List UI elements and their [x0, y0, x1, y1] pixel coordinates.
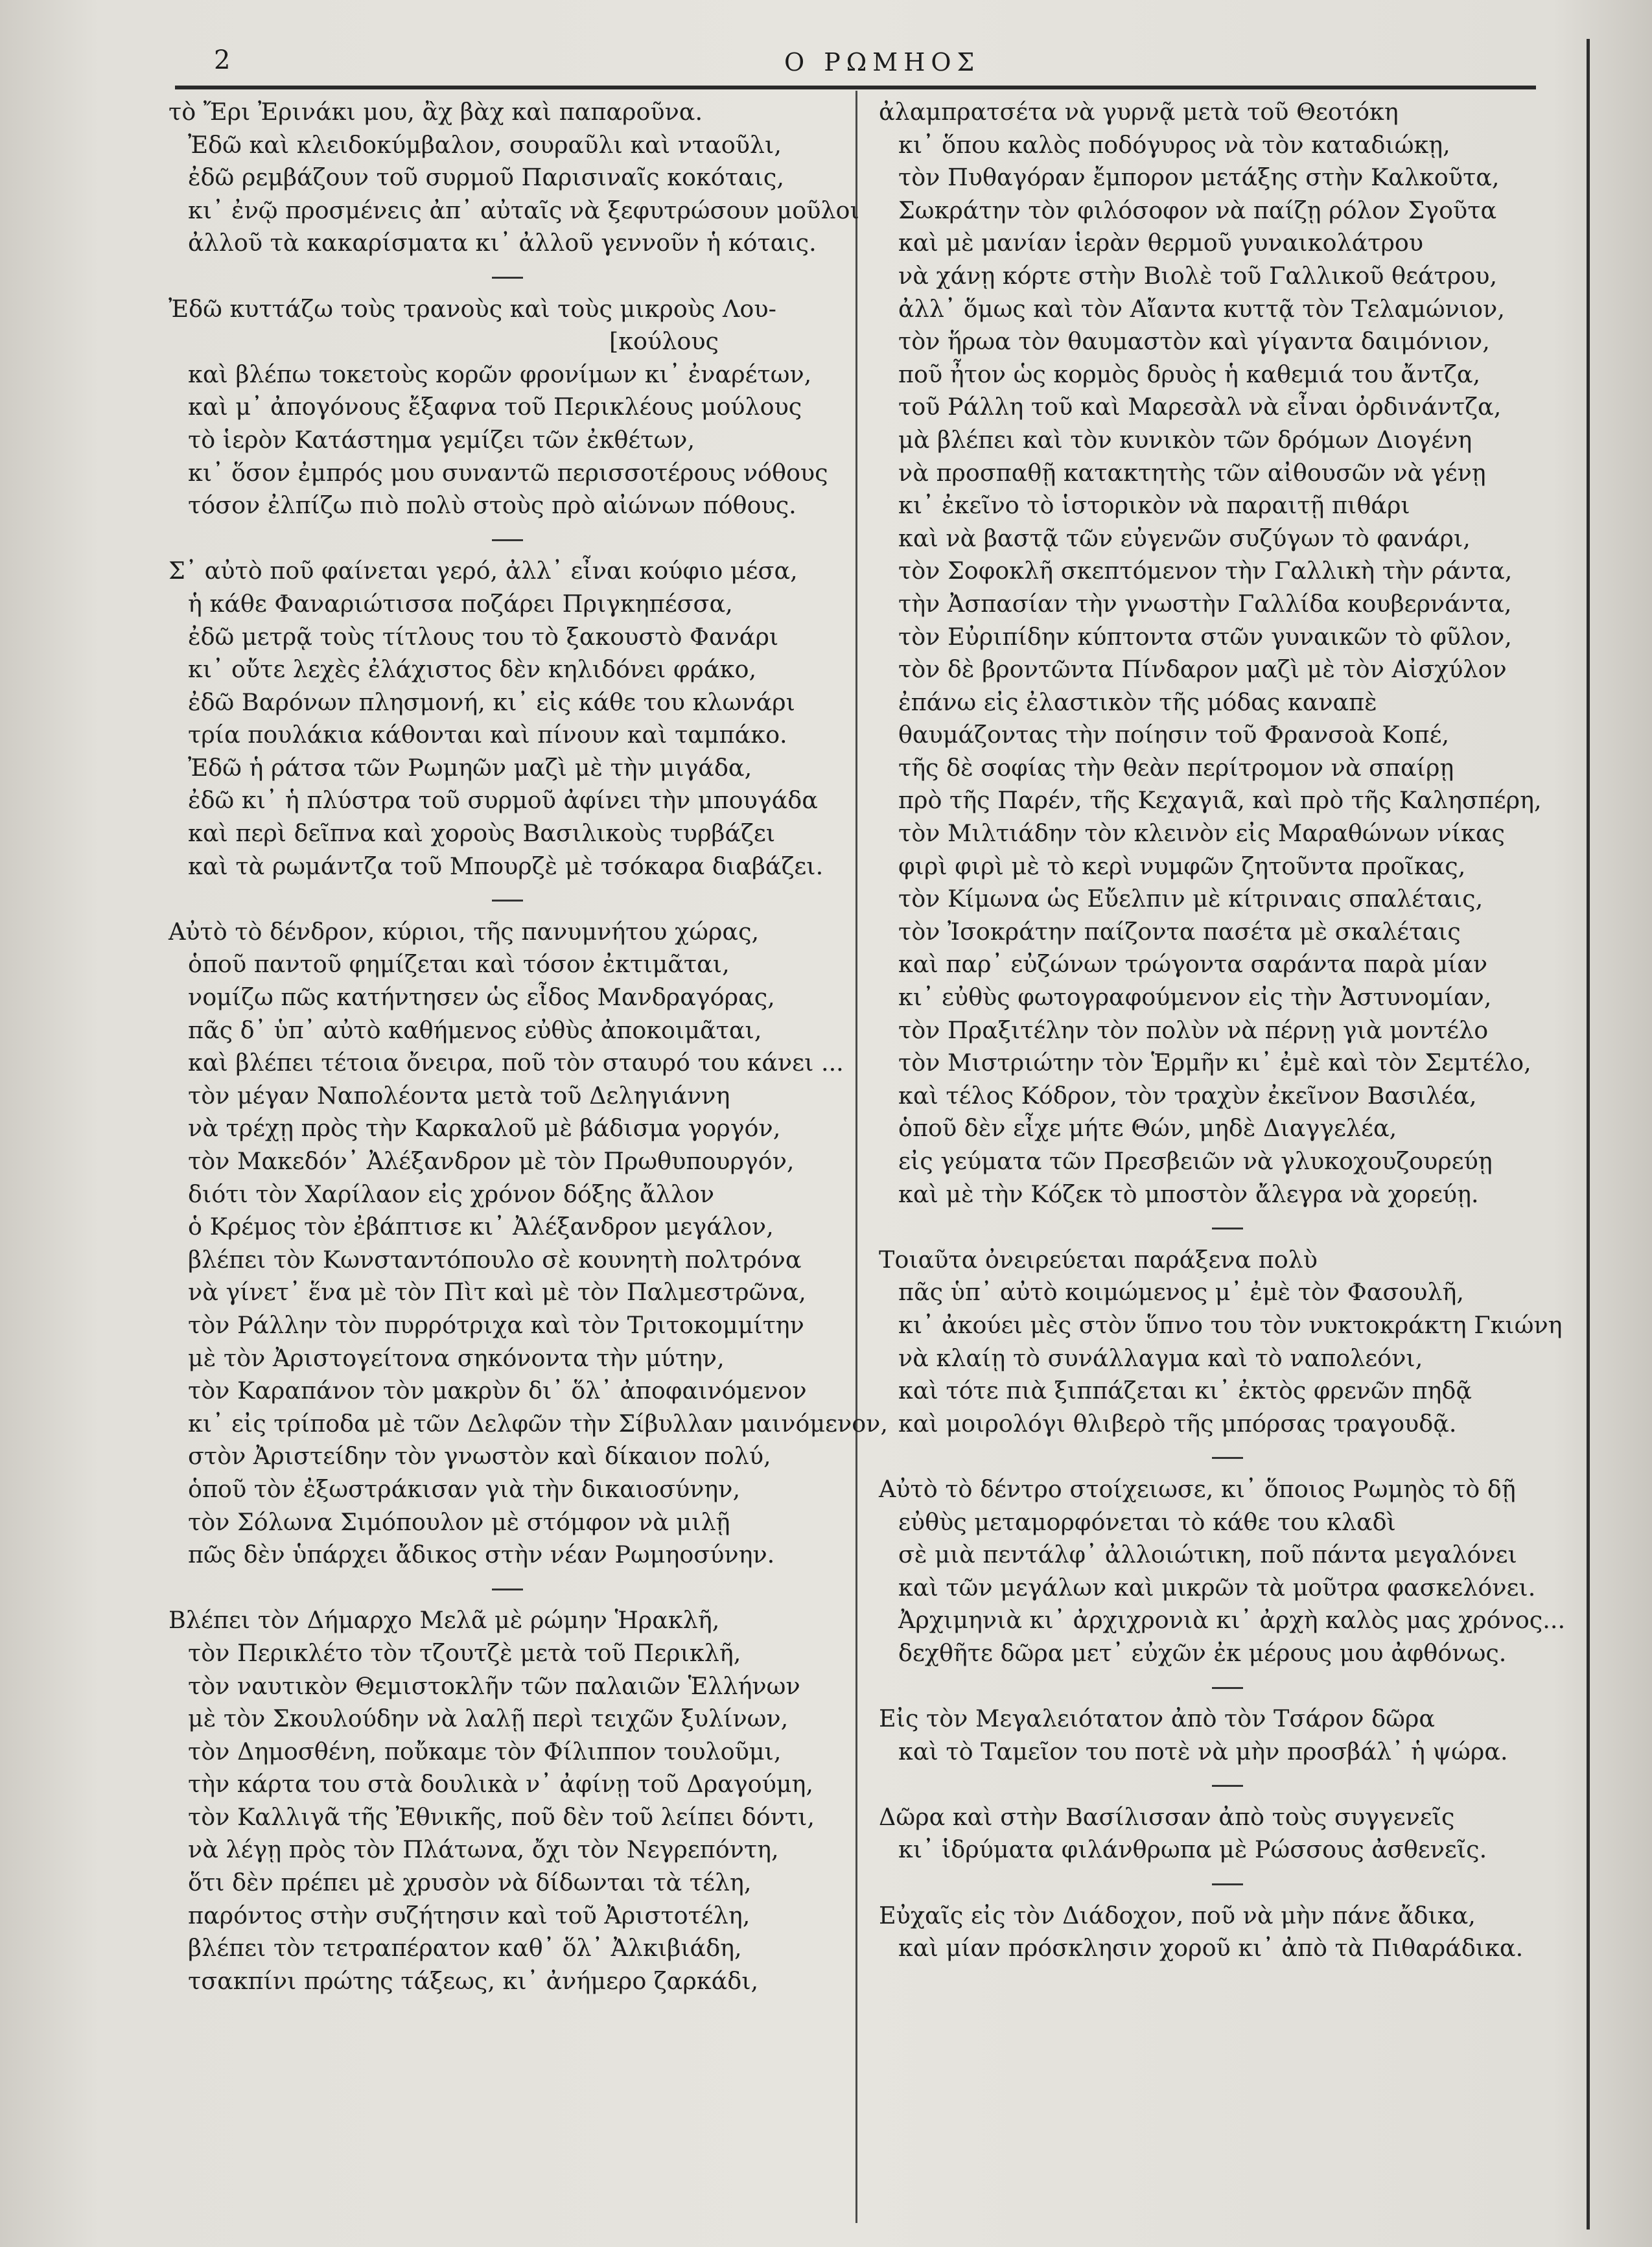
right-column — [879, 96, 1576, 1965]
verse-line: κι᾿ ὅσον ἐμπρός μου συναντῶ περισσοτέρους νόθους — [188, 458, 828, 487]
verse-line: Αὐτὸ τὸ δέντρο στοίχειωσε, κι᾿ ὅποιος Ρωμηὸς τὸ δῇ — [879, 1474, 1516, 1503]
verse-line: μὲ τὸν Ἀριστογείτονα σηκόνοντα τὴν μύτην, — [188, 1344, 725, 1372]
verse-line: τοῦ Ράλλη τοῦ καὶ Μαρεσὰλ νὰ εἶναι ὀρδινάντζα, — [898, 393, 1502, 421]
verse-line: πᾶς δ᾿ ὑπ᾿ αὐτὸ καθήμενος εὐθὺς ἀποκοιμᾶται, — [188, 1016, 762, 1044]
verse-line: νὰ λέγῃ πρὸς τὸν Πλάτωνα, ὄχι τὸν Νεγρεπόντη, — [188, 1835, 779, 1864]
verse-line: ὅτι δὲν πρέπει μὲ χρυσὸν νὰ δίδωνται τὰ τέλη, — [188, 1869, 752, 1897]
verse-line: δεχθῆτε δῶρα μετ᾿ εὐχῶν ἐκ μέρους μου ἀφθόνως. — [898, 1638, 1507, 1667]
verse-line: κι᾿ ἐκεῖνο τὸ ἱστορικὸν νὰ παραιτῇ πιθάρι — [898, 491, 1410, 520]
verse-line: βλέπει τὸν τετραπέρατον καθ᾿ ὅλ᾿ Ἀλκιβιάδη, — [188, 1934, 742, 1962]
verse-line: κι᾿ ἱδρύματα φιλάνθρωπα μὲ Ρώσσους ἀσθενεῖς. — [898, 1835, 1487, 1864]
verse-line: Ἐδῶ ἡ ράτσα τῶν Ρωμηῶν μαζὶ μὲ τὴν μιγάδα, — [188, 753, 752, 782]
verse-line: ἐπάνω εἰς ἐλαστικὸν τῆς μόδας καναπὲ — [898, 688, 1377, 716]
verse-line: τὸν Μακεδόν᾿ Ἀλέξανδρον μὲ τὸν Πρωθυπουργόν, — [188, 1147, 795, 1175]
verse-line: τὸν Κίμωνα ὡς Εὔελπιν μὲ κίτριναις σπαλέταις, — [898, 885, 1483, 913]
verse-line: τὸν Δημοσθένη, ποὔκαμε τὸν Φίλιππον τουλοῦμι, — [188, 1737, 782, 1765]
verse-line: εἰς γεύματα τῶν Πρεσβειῶν νὰ γλυκοχουζουρεύῃ — [898, 1147, 1493, 1175]
verse-line: τὸν Μιλτιάδην τὸν κλεινὸν εἰς Μαραθώνων νίκας — [898, 819, 1505, 848]
verse-line: τὸν Σόλωνα Σιμόπουλον μὲ στόμφον νὰ μιλῇ — [188, 1508, 730, 1536]
verse-line: τὴν κάρτα του στὰ δουλικὰ ν᾿ ἀφίνῃ τοῦ Δραγούμη, — [188, 1770, 813, 1799]
verse-line: νὰ χάνῃ κόρτε στὴν Βιολὲ τοῦ Γαλλικοῦ θεάτρου, — [898, 261, 1498, 290]
verse-line: εὐθὺς μεταμορφόνεται τὸ κάθε του κλαδὶ — [898, 1508, 1396, 1536]
verse-line: μὰ βλέπει καὶ τὸν κυνικὸν τῶν δρόμων Διογένη — [898, 425, 1472, 454]
verse-line: πρὸ τῆς Παρέν, τῆς Κεχαγιᾶ, καὶ πρὸ τῆς Καλησπέρη, — [898, 786, 1542, 815]
verse-line: καὶ τῶν μεγάλων καὶ μικρῶν τὰ μοῦτρα φασκελόνει. — [898, 1573, 1536, 1601]
verse-line: Σ᾿ αὐτὸ ποῦ φαίνεται γερό, ἀλλ᾿ εἶναι κούφιο μέσα, — [169, 557, 798, 585]
verse-line: τὸν Καραπάνον τὸν μακρὺν δι᾿ ὅλ᾿ ἀποφαινόμενον — [188, 1377, 807, 1405]
page-edge-rule — [1587, 39, 1590, 2230]
verse-line: τὸν Εὐριπίδην κύπτοντα στῶν γυναικῶν τὸ φῦλον, — [898, 622, 1512, 651]
verse-line: Ἐδῶ κυττάζω τοὺς τρανοὺς καὶ τοὺς μικροὺς Λου- — [169, 294, 776, 323]
verse-line: τὸ Ἔρι Ἐρινάκι μου, ἂχ βὰχ καὶ παπαροῦνα. — [169, 98, 703, 126]
verse-line: κι᾿ ἐνῷ προσμένεις ἀπ᾿ αὐταῖς νὰ ξεφυτρώσουν μοῦλοι — [188, 196, 859, 224]
verse-line: τὸν Ἰσοκράτην παίζοντα πασέτα μὲ σκαλέταις — [898, 917, 1461, 946]
verse-line: ὁποῦ τὸν ἐξωστράκισαν γιὰ τὴν δικαιοσύνην, — [188, 1474, 741, 1503]
stanza-separator — [169, 522, 846, 555]
verse-line: τὸν Πυθαγόραν ἔμπορον μετάξης στὴν Καλκοῦτα, — [898, 163, 1500, 192]
verse-line: ἡ κάθε Φαναριώτισσα ποζάρει Πριγκηπέσσα, — [188, 589, 733, 618]
verse-line: Εἰς τὸν Μεγαλειότατον ἀπὸ τὸν Τσάρον δῶρα — [879, 1705, 1435, 1733]
page-number: 2 — [214, 45, 231, 75]
verse-line: τὸν ναυτικὸν Θεμιστοκλῆν τῶν παλαιῶν Ἑλλήνων — [188, 1671, 800, 1700]
verse-line: νὰ κλαίῃ τὸ συνάλλαγμα καὶ τὸ ναπολεόνι, — [898, 1344, 1423, 1372]
verse-line: τὸν ἥρωα τὸν θαυμαστὸν καὶ γίγαντα δαιμόνιον, — [898, 327, 1490, 356]
verse-line: καὶ τότε πιὰ ξιππάζεται κι᾿ ἐκτὸς φρενῶν πηδᾷ — [898, 1377, 1472, 1405]
verse-line: καὶ περὶ δεῖπνα καὶ χοροὺς Βασιλικοὺς τυρβάζει — [188, 819, 776, 848]
verse-line: τῆς δὲ σοφίας τὴν θεὰν περίτρομον νὰ σπαίρῃ — [898, 753, 1454, 782]
verse-line: στὸν Ἀριστείδην τὸν γνωστὸν καὶ δίκαιον πολύ, — [188, 1442, 771, 1471]
left-column — [169, 96, 888, 1997]
verse-line: τὸν Πραξιτέλην τὸν πολὺν νὰ πέρνῃ γιὰ μοντέλο — [898, 1016, 1489, 1044]
verse-line: ὁποῦ παντοῦ φημίζεται καὶ τόσον ἐκτιμᾶται, — [188, 950, 730, 979]
verse-line: καὶ βλέπει τέτοια ὄνειρα, ποῦ τὸν σταυρό του κάνει ... — [188, 1049, 844, 1077]
verse-line: ἀλαμπρατσέτα νὰ γυρνᾷ μετὰ τοῦ Θεοτόκη — [879, 98, 1399, 126]
verse-line: πῶς δὲν ὑπάρχει ἄδικος στὴν νέαν Ρωμηοσύνην. — [188, 1541, 775, 1569]
verse-line: Βλέπει τὸν Δήμαρχο Μελᾶ μὲ ρώμην Ἡρακλῆ, — [169, 1606, 720, 1635]
header-rule — [175, 86, 1536, 89]
verse-line: τὸν Καλλιγᾶ τῆς Ἐθνικῆς, ποῦ δὲν τοῦ λείπει δόντι, — [188, 1802, 815, 1831]
verse-line: τὸν μέγαν Ναπολέοντα μετὰ τοῦ Δεληγιάννη — [188, 1081, 730, 1110]
verse-line: νὰ προσπαθῇ κατακτητὴς τῶν αἰθουσῶν νὰ γένῃ — [898, 458, 1486, 487]
verse-line: τὸν δὲ βροντῶντα Πίνδαρον μαζὶ μὲ τὸν Αἰσχύλον — [898, 655, 1507, 684]
verse-line: ἀλλοῦ τὰ κακαρίσματα κι᾿ ἀλλοῦ γεννοῦν ἡ κόταις. — [188, 229, 817, 257]
verse-line: τρία πουλάκια κάθονται καὶ πίνουν καὶ ταμπάκο. — [188, 721, 787, 749]
verse-line: ἐδῶ μετρᾷ τοὺς τίτλους του τὸ ξακουστὸ Φανάρι — [188, 622, 779, 651]
stanza-separator — [879, 1440, 1576, 1473]
stanza-separator — [879, 1768, 1576, 1801]
verse-line: ὁποῦ δὲν εἶχε μήτε Θών, μηδὲ Διαγγελέα, — [898, 1114, 1397, 1143]
stanza-separator — [879, 1670, 1576, 1703]
verse-line: ὁ Κρέμος τὸν ἐβάπτισε κι᾿ Ἀλέξανδρον μεγάλον, — [188, 1213, 774, 1241]
verse-line: Σωκράτην τὸν φιλόσοφον νὰ παίζῃ ρόλον Σγοῦτα — [898, 196, 1497, 224]
stanza-separator — [879, 1867, 1576, 1900]
verse-line: πᾶς ὑπ᾿ αὐτὸ κοιμώμενος μ᾿ ἐμὲ τὸν Φασουλῆ, — [898, 1278, 1465, 1307]
page-header — [0, 0, 1652, 104]
verse-line: φιρὶ φιρὶ μὲ τὸ κερὶ νυμφῶν ζητοῦντα προῖκας, — [898, 852, 1466, 880]
verse-line: καὶ μὲ τὴν Κόζεκ τὸ μποστὸν ἄλεγρα νὰ χορεύῃ. — [898, 1180, 1479, 1208]
verse-line: καὶ βλέπω τοκετοὺς κορῶν φρονίμων κι᾿ ἐναρέτων, — [188, 360, 812, 388]
verse-line: τὸν Περικλέτο τὸν τζουτζὲ μετὰ τοῦ Περικλῆ, — [188, 1638, 741, 1667]
verse-line: τὸ ἱερὸν Κατάστημα γεμίζει τῶν ἐκθέτων, — [188, 425, 695, 454]
verse-line: θαυμάζοντας τὴν ποίησιν τοῦ Φρανσοὰ Κοπέ, — [898, 721, 1450, 749]
verse-line: κι᾿ οὔτε λεχὲς ἐλάχιστος δὲν κηλιδόνει φράκο, — [188, 655, 757, 684]
verse-line: κι᾿ εἰς τρίποδα μὲ τῶν Δελφῶν τὴν Σίβυλλαν μαινόμενον, — [188, 1409, 888, 1438]
stanza-separator — [169, 260, 846, 293]
stanza-separator — [169, 1572, 846, 1605]
verse-line: τὸν Μιστριώτην τὸν Ἑρμῆν κι᾿ ἐμὲ καὶ τὸν Σεμτέλο, — [898, 1049, 1531, 1077]
verse-line: καὶ μὲ μανίαν ἱερὰν θερμοῦ γυναικολάτρου — [898, 229, 1424, 257]
verse-line: τὸν Σοφοκλῆ σκεπτόμενον τὴν Γαλλικὴ τὴν ράντα, — [898, 557, 1513, 585]
verse-line: μὲ τὸν Σκουλούδην νὰ λαλῇ περὶ τειχῶν ξυλίνων, — [188, 1705, 789, 1733]
column-divider — [855, 91, 857, 2223]
running-title: Ο ΡΩΜΗΟΣ — [784, 48, 981, 76]
verse-line: κι᾿ ὅπου καλὸς ποδόγυρος νὰ τὸν καταδιώκῃ, — [898, 130, 1450, 159]
verse-line: διότι τὸν Χαρίλαον εἰς χρόνον δόξης ἄλλον — [188, 1180, 715, 1208]
stanza-separator — [169, 883, 846, 916]
verse-line: βλέπει τὸν Κωνσταντόπουλο σὲ κουνητὴ πολτρόνα — [188, 1245, 802, 1274]
verse-line: καὶ νὰ βαστᾷ τῶν εὐγενῶν συζύγων τὸ φανάρι, — [898, 524, 1471, 552]
verse-line: ἐδῶ ρεμβάζουν τοῦ συρμοῦ Παρισιναῖς κοκόταις, — [188, 163, 784, 192]
verse-line: Εὐχαῖς εἰς τὸν Διάδοχον, ποῦ νὰ μὴν πάνε ἄδικα, — [879, 1901, 1476, 1929]
verse-line: ἐδῶ Βαρόνων πλησμονή, κι᾿ εἰς κάθε του κλωνάρι — [188, 688, 795, 716]
verse-line: καὶ τέλος Κόδρον, τὸν τραχὺν ἐκεῖνον Βασιλέα, — [898, 1081, 1477, 1110]
verse-line: Ἀρχιμηνιὰ κι᾿ ἀρχιχρονιὰ κι᾿ ἀρχὴ καλὸς μας χρόνος... — [898, 1606, 1566, 1635]
verse-line: παρόντος στὴν συζήτησιν καὶ τοῦ Ἀριστοτέλη, — [188, 1901, 750, 1929]
verse-line: Ἐδῶ καὶ κλειδοκύμβαλον, σουραῦλι καὶ νταοῦλι, — [188, 130, 782, 159]
verse-line: καὶ τὸ Ταμεῖον του ποτὲ νὰ μὴν προσβάλ᾿ ἡ ψώρα. — [898, 1737, 1508, 1765]
verse-line: τὴν Ἀσπασίαν τὴν γνωστὴν Γαλλίδα κουβερνάντα, — [898, 589, 1512, 618]
verse-line: Δῶρα καὶ στὴν Βασίλισσαν ἀπὸ τοὺς συγγενεῖς — [879, 1802, 1455, 1831]
stanza-separator — [879, 1211, 1576, 1244]
verse-line: Αὐτὸ τὸ δένδρον, κύριοι, τῆς πανυμνήτου χώρας, — [169, 917, 760, 946]
verse-line: Τοιαῦτα ὀνειρεύεται παράξενα πολὺ — [879, 1245, 1318, 1274]
verse-line: τσακπίνι πρώτης τάξεως, κι᾿ ἀνήμερο ζαρκάδι, — [188, 1966, 759, 1995]
verse-line: ποῦ ἦτον ὡς κορμὸς δρυὸς ἡ καθεμιά του ἄντζα, — [898, 360, 1481, 388]
verse-line: καὶ τὰ ρωμάντζα τοῦ Μπουρζὲ μὲ τσόκαρα διαβάζει. — [188, 852, 824, 880]
verse-line: καὶ παρ᾿ εὐζώνων τρώγοντα σαράντα παρὰ μίαν — [898, 950, 1488, 979]
verse-line: ἐδῶ κι᾿ ἡ πλύστρα τοῦ συρμοῦ ἀφίνει τὴν μπουγάδα — [188, 786, 818, 815]
verse-line: σὲ μιὰ πεντάλφ᾿ ἀλλοιώτικη, ποῦ πάντα μεγαλόνει — [898, 1541, 1517, 1569]
verse-line: κι᾿ ἀκούει μὲς στὸν ὕπνο του τὸν νυκτοκράκτη Γκιώνη — [898, 1310, 1563, 1339]
verse-line: τόσον ἐλπίζω πιὸ πολὺ στοὺς πρὸ αἰώνων πόθους. — [188, 491, 797, 520]
verse-line: κι᾿ εὐθὺς φωτογραφούμενον εἰς τὴν Ἀστυνομίαν, — [898, 983, 1492, 1012]
verse-line: νὰ τρέχῃ πρὸς τὴν Καρκαλοῦ μὲ βάδισμα γοργόν, — [188, 1114, 781, 1143]
verse-line: νὰ γίνετ᾿ ἕνα μὲ τὸν Πὶτ καὶ μὲ τὸν Παλμεστρῶνα, — [188, 1278, 806, 1307]
verse-line: καὶ μ᾿ ἀπογόνους ἔξαφνα τοῦ Περικλέους μούλους — [188, 393, 802, 421]
verse-line: [κούλους — [609, 327, 719, 356]
verse-line: ἀλλ᾿ ὅμως καὶ τὸν Αἴαντα κυττᾷ τὸν Τελαμώνιον, — [898, 294, 1505, 323]
verse-line: τὸν Ράλλην τὸν πυρρότριχα καὶ τὸν Τριτοκομμίτην — [188, 1310, 804, 1339]
verse-line: νομίζω πῶς κατήντησεν ὡς εἶδος Μανδραγόρας, — [188, 983, 775, 1012]
verse-line: καὶ μίαν πρόσκλησιν χοροῦ κι᾿ ἀπὸ τὰ Πιθαράδικα. — [898, 1934, 1524, 1962]
verse-line: καὶ μοιρολόγι θλιβερὸ τῆς μπόρσας τραγουδᾷ. — [898, 1409, 1457, 1438]
